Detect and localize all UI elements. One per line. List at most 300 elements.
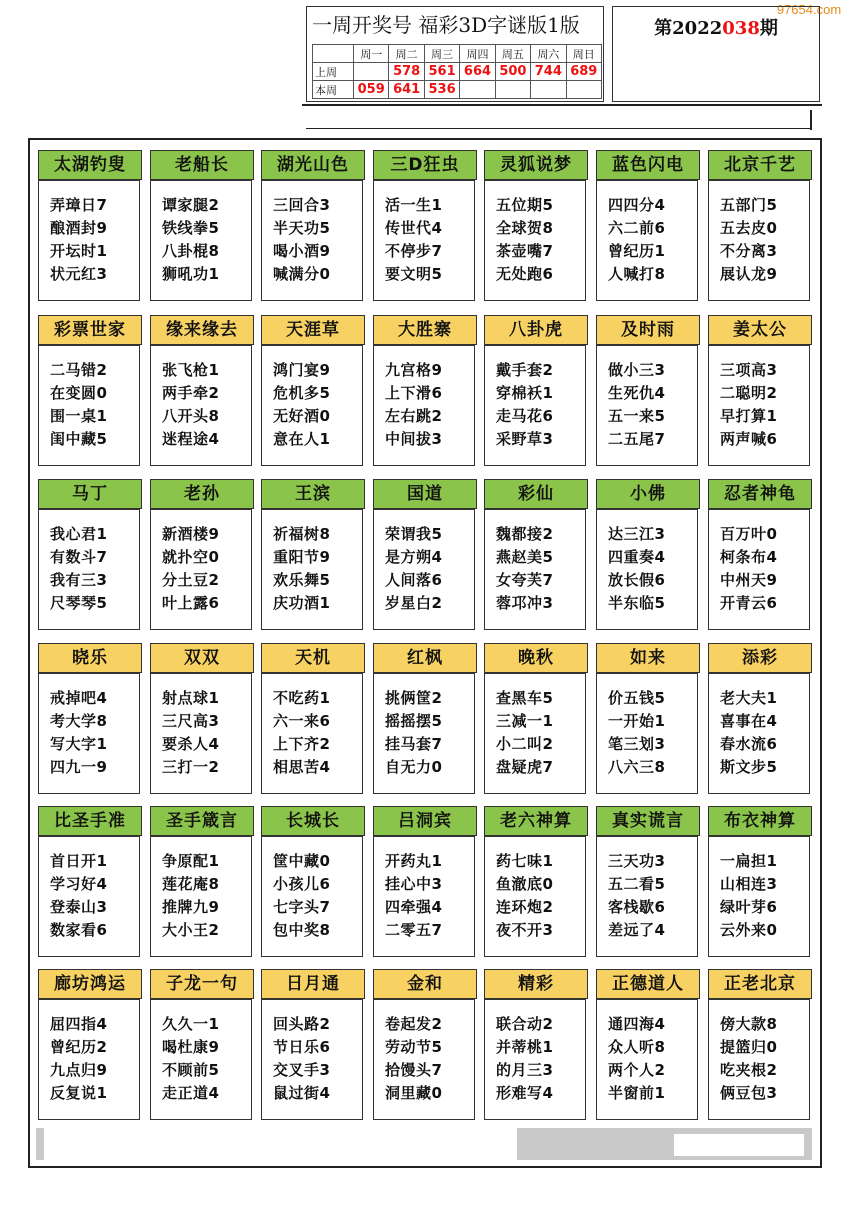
riddle-line: 在变圆0 (50, 384, 108, 402)
riddle-line: 三天功3 (608, 852, 666, 870)
panel-body (150, 509, 252, 630)
puzzle-panel (259, 479, 365, 631)
riddle-line: 做小三3 (608, 361, 666, 379)
puzzle-panel (371, 806, 477, 958)
panel-title: 晚秋 (484, 643, 588, 673)
riddle-line: 九点归9 (50, 1061, 108, 1079)
panel-title: 天涯草 (261, 315, 365, 345)
panel-title: 廊坊鸿运 (38, 969, 142, 999)
puzzle-panel (594, 150, 700, 302)
riddle-line: 三打一2 (162, 758, 220, 776)
riddle-line: 三回合3 (273, 196, 331, 214)
panel-title: 长城长 (261, 806, 365, 836)
puzzle-panel (36, 643, 142, 795)
panel-title: 彩仙 (484, 479, 588, 509)
riddle-line: 不分离3 (720, 242, 778, 260)
riddle-line: 酿酒封9 (50, 219, 108, 237)
riddle-line: 三尺高3 (162, 712, 220, 730)
riddle-line: 俩豆包3 (720, 1084, 778, 1102)
riddle-line: 意在人1 (273, 430, 331, 448)
riddle-line: 无好酒0 (273, 407, 331, 425)
riddle-line: 射点球1 (162, 689, 220, 707)
riddle-line: 三项高3 (720, 361, 778, 379)
riddle-line: 传世代4 (385, 219, 443, 237)
riddle-line: 喊满分0 (273, 265, 331, 283)
riddle-line: 围一桌1 (50, 407, 108, 425)
riddle-line: 洞里藏0 (385, 1084, 443, 1102)
panel-body (373, 345, 475, 466)
panel-body (150, 180, 252, 301)
puzzle-panel (594, 969, 700, 1121)
puzzle-panel (706, 479, 812, 631)
puzzle-panel (371, 150, 477, 302)
panel-title: 缘来缘去 (150, 315, 254, 345)
puzzle-panel (706, 969, 812, 1121)
panel-title: 正德道人 (596, 969, 700, 999)
panel-title: 老六神算 (484, 806, 588, 836)
riddle-line: 学习好4 (50, 875, 108, 893)
riddle-line: 二马错2 (50, 361, 108, 379)
history-row (313, 63, 602, 81)
riddle-line: 挂马套7 (385, 735, 443, 753)
puzzle-panel (36, 150, 142, 302)
panel-title: 姜太公 (708, 315, 812, 345)
panel-title: 添彩 (708, 643, 812, 673)
riddle-line: 挂心中3 (385, 875, 443, 893)
riddle-line: 摇摇摆5 (385, 712, 443, 730)
history-draw-number (460, 81, 495, 99)
history-draw-number (354, 63, 389, 81)
panel-body (150, 836, 252, 957)
riddle-line: 节日乐6 (273, 1038, 331, 1056)
riddle-line: 反复说1 (50, 1084, 108, 1102)
riddle-line: 傍大款8 (720, 1015, 778, 1033)
riddle-line: 四重奏4 (608, 548, 666, 566)
riddle-line: 劳动节5 (385, 1038, 443, 1056)
panel-title: 正老北京 (708, 969, 812, 999)
riddle-line: 人间落6 (385, 571, 443, 589)
riddle-line: 拾馒头7 (385, 1061, 443, 1079)
riddle-line: 小二叫2 (496, 735, 554, 753)
riddle-line: 五二看5 (608, 875, 666, 893)
riddle-line: 曾纪历2 (50, 1038, 108, 1056)
panel-title: 双双 (150, 643, 254, 673)
puzzle-panel (259, 643, 365, 795)
history-draw-number: 500 (495, 63, 530, 81)
riddle-line: 喝小酒9 (273, 242, 331, 260)
puzzle-panel (259, 150, 365, 302)
riddle-line: 数家看6 (50, 921, 108, 939)
history-draw-number: 744 (531, 63, 566, 81)
history-day-header: 周二 (389, 45, 424, 63)
riddle-line: 茶壶嘴7 (496, 242, 554, 260)
panel-title: 圣手箴言 (150, 806, 254, 836)
panel-body (708, 836, 810, 957)
puzzle-panel (482, 643, 588, 795)
panel-body (708, 673, 810, 794)
riddle-line: 药七味1 (496, 852, 554, 870)
riddle-line: 老大夫1 (720, 689, 778, 707)
panel-body (484, 673, 586, 794)
panel-body (596, 509, 698, 630)
panel-title: 小佛 (596, 479, 700, 509)
panel-title: 日月通 (261, 969, 365, 999)
history-row (313, 81, 602, 99)
draw-history-table (312, 44, 602, 99)
riddle-line: 重阳节9 (273, 548, 331, 566)
panel-title: 国道 (373, 479, 477, 509)
riddle-line: 喜事在4 (720, 712, 778, 730)
riddle-line: 挑俩筐2 (385, 689, 443, 707)
panel-title: 及时雨 (596, 315, 700, 345)
riddle-line: 并蒂桃1 (496, 1038, 554, 1056)
riddle-line: 开青云6 (720, 594, 778, 612)
riddle-line: 谭家腿2 (162, 196, 220, 214)
riddle-line: 女夸芙7 (496, 571, 554, 589)
riddle-line: 戴手套2 (496, 361, 554, 379)
history-draw-number: 664 (460, 63, 495, 81)
riddle-line: 魏都接2 (496, 525, 554, 543)
history-draw-number: 578 (389, 63, 424, 81)
panel-body (373, 836, 475, 957)
riddle-line: 不停步7 (385, 242, 443, 260)
riddle-line: 久久一1 (162, 1015, 220, 1033)
history-day-header: 周一 (354, 45, 389, 63)
riddle-line: 两声喊6 (720, 430, 778, 448)
panel-body (261, 345, 363, 466)
riddle-line: 八六三8 (608, 758, 666, 776)
riddle-line: 八开头8 (162, 407, 220, 425)
riddle-line: 推牌九9 (162, 898, 220, 916)
history-day-header: 周六 (531, 45, 566, 63)
puzzle-panel (259, 969, 365, 1121)
puzzle-panel (36, 806, 142, 958)
riddle-line: 屈四指4 (50, 1015, 108, 1033)
panel-title: 八卦虎 (484, 315, 588, 345)
puzzle-panel (259, 806, 365, 958)
panel-body (261, 836, 363, 957)
page-title: 一周开奖号 福彩3D字谜版1版 (312, 13, 580, 37)
panel-body (596, 999, 698, 1120)
puzzle-panel (148, 150, 254, 302)
history-draw-number (566, 81, 601, 99)
riddle-line: 包中奖8 (273, 921, 331, 939)
riddle-line: 放长假6 (608, 571, 666, 589)
riddle-line: 张飞枪1 (162, 361, 220, 379)
history-draw-number: 536 (424, 81, 459, 99)
riddle-line: 一扁担1 (720, 852, 778, 870)
puzzle-panel (259, 315, 365, 467)
riddle-line: 云外来0 (720, 921, 778, 939)
riddle-line: 上下齐2 (273, 735, 331, 753)
riddle-line: 八卦棍8 (162, 242, 220, 260)
riddle-line: 四九一9 (50, 758, 108, 776)
riddle-line: 柯条布4 (720, 548, 778, 566)
puzzle-panel (482, 315, 588, 467)
riddle-line: 笔三划3 (608, 735, 666, 753)
riddle-line: 危机多5 (273, 384, 331, 402)
riddle-line: 闺中藏5 (50, 430, 108, 448)
history-corner (313, 45, 354, 63)
riddle-line: 我有三3 (50, 571, 108, 589)
panel-title: 北京千艺 (708, 150, 812, 180)
panel-body (261, 673, 363, 794)
panel-title: 红枫 (373, 643, 477, 673)
riddle-line: 山相连3 (720, 875, 778, 893)
panel-body (373, 999, 475, 1120)
riddle-line: 的月三3 (496, 1061, 554, 1079)
riddle-line: 两手牵2 (162, 384, 220, 402)
riddle-line: 盘疑虎7 (496, 758, 554, 776)
divider (810, 110, 812, 130)
history-day-header: 周四 (460, 45, 495, 63)
panel-title: 子龙一句 (150, 969, 254, 999)
puzzle-panel (148, 643, 254, 795)
puzzle-panel (594, 315, 700, 467)
riddle-line: 客栈歇6 (608, 898, 666, 916)
riddle-line: 戒掉吧4 (50, 689, 108, 707)
riddle-line: 要杀人4 (162, 735, 220, 753)
footer-bar (36, 1128, 44, 1160)
riddle-line: 无处跑6 (496, 265, 554, 283)
riddle-line: 荣谓我5 (385, 525, 443, 543)
riddle-line: 人喊打8 (608, 265, 666, 283)
riddle-line: 庆功酒1 (273, 594, 331, 612)
puzzle-panel (706, 643, 812, 795)
puzzle-panel (594, 643, 700, 795)
riddle-line: 蓉邛冲3 (496, 594, 554, 612)
riddle-line: 二五尾7 (608, 430, 666, 448)
riddle-line: 不顾前5 (162, 1061, 220, 1079)
panel-title: 王滨 (261, 479, 365, 509)
panel-body (596, 673, 698, 794)
riddle-line: 绿叶芽6 (720, 898, 778, 916)
panel-body (150, 673, 252, 794)
riddle-line: 鼠过街4 (273, 1084, 331, 1102)
history-row-label: 本周 (313, 81, 354, 99)
riddle-line: 迷程途4 (162, 430, 220, 448)
riddle-line: 三减一1 (496, 712, 554, 730)
panel-title: 老船长 (150, 150, 254, 180)
panel-body (150, 999, 252, 1120)
riddle-line: 开药丸1 (385, 852, 443, 870)
riddle-line: 展认龙9 (720, 265, 778, 283)
riddle-line: 叶上露6 (162, 594, 220, 612)
history-draw-number: 641 (389, 81, 424, 99)
panel-body (484, 836, 586, 957)
puzzle-panel (706, 150, 812, 302)
panel-body (708, 509, 810, 630)
riddle-line: 中州天9 (720, 571, 778, 589)
panel-title: 吕洞宾 (373, 806, 477, 836)
riddle-line: 吃夹根2 (720, 1061, 778, 1079)
panel-body (708, 999, 810, 1120)
panel-body (484, 509, 586, 630)
puzzle-panel (706, 315, 812, 467)
riddle-line: 六二前6 (608, 219, 666, 237)
puzzle-panel (371, 479, 477, 631)
riddle-line: 五位期5 (496, 196, 554, 214)
riddle-line: 喝杜康9 (162, 1038, 220, 1056)
panel-body (261, 999, 363, 1120)
riddle-line: 二聪明2 (720, 384, 778, 402)
riddle-line: 有数斗7 (50, 548, 108, 566)
panel-title: 真实谎言 (596, 806, 700, 836)
panel-body (150, 345, 252, 466)
riddle-line: 一开始1 (608, 712, 666, 730)
riddle-line: 通四海4 (608, 1015, 666, 1033)
panel-body (261, 180, 363, 301)
riddle-line: 新酒楼9 (162, 525, 220, 543)
panel-title: 马丁 (38, 479, 142, 509)
panel-title: 三D狂虫 (373, 150, 477, 180)
history-draw-number: 059 (354, 81, 389, 99)
riddle-line: 走马花6 (496, 407, 554, 425)
riddle-line: 首日开1 (50, 852, 108, 870)
panel-title: 太湖钓叟 (38, 150, 142, 180)
history-row-label: 上周 (313, 63, 354, 81)
riddle-line: 尺琴琴5 (50, 594, 108, 612)
panel-body (596, 345, 698, 466)
riddle-line: 生死仇4 (608, 384, 666, 402)
history-day-header: 周日 (566, 45, 601, 63)
riddle-line: 穿棉袄1 (496, 384, 554, 402)
panel-body (373, 673, 475, 794)
riddle-line: 开坛时1 (50, 242, 108, 260)
panel-body (484, 345, 586, 466)
riddle-line: 鱼澈底0 (496, 875, 554, 893)
riddle-line: 祈福树8 (273, 525, 331, 543)
riddle-line: 相思苦4 (273, 758, 331, 776)
riddle-line: 左右跳2 (385, 407, 443, 425)
divider (306, 128, 812, 129)
riddle-line: 狮吼功1 (162, 265, 220, 283)
history-draw-number (495, 81, 530, 99)
riddle-line: 大小王2 (162, 921, 220, 939)
history-day-header: 周三 (424, 45, 459, 63)
riddle-line: 四四分4 (608, 196, 666, 214)
riddle-line: 卷起发2 (385, 1015, 443, 1033)
riddle-line: 七字头7 (273, 898, 331, 916)
riddle-line: 弄璋日7 (50, 196, 108, 214)
panel-body (38, 509, 140, 630)
puzzle-panel (594, 479, 700, 631)
puzzle-panel (148, 479, 254, 631)
history-draw-number: 561 (424, 63, 459, 81)
panel-title: 晓乐 (38, 643, 142, 673)
riddle-line: 查黑车5 (496, 689, 554, 707)
riddle-line: 争原配1 (162, 852, 220, 870)
panel-body (38, 673, 140, 794)
panel-body (708, 180, 810, 301)
puzzle-panel (371, 969, 477, 1121)
riddle-line: 五部门5 (720, 196, 778, 214)
puzzle-panel (371, 643, 477, 795)
panel-title: 精彩 (484, 969, 588, 999)
panel-body (484, 180, 586, 301)
history-draw-number: 689 (566, 63, 601, 81)
panel-body (484, 999, 586, 1120)
panel-title: 蓝色闪电 (596, 150, 700, 180)
panel-title: 金和 (373, 969, 477, 999)
puzzle-panel (371, 315, 477, 467)
panel-title: 如来 (596, 643, 700, 673)
riddle-line: 半东临5 (608, 594, 666, 612)
panel-title: 湖光山色 (261, 150, 365, 180)
panel-body (596, 836, 698, 957)
riddle-line: 铁线拳5 (162, 219, 220, 237)
puzzle-panel (148, 969, 254, 1121)
footer-blank (674, 1134, 804, 1156)
riddle-line: 联合动2 (496, 1015, 554, 1033)
riddle-line: 岁星白2 (385, 594, 443, 612)
riddle-line: 写大字1 (50, 735, 108, 753)
riddle-line: 六一来6 (273, 712, 331, 730)
panel-body (708, 345, 810, 466)
puzzle-panel (36, 479, 142, 631)
watermark: 97654.com (776, 2, 842, 17)
history-day-header: 周五 (495, 45, 530, 63)
riddle-line: 莲花庵8 (162, 875, 220, 893)
riddle-line: 五一来5 (608, 407, 666, 425)
panel-body (596, 180, 698, 301)
puzzle-panel (148, 806, 254, 958)
history-draw-number (531, 81, 566, 99)
riddle-line: 半窗前1 (608, 1084, 666, 1102)
riddle-line: 就扑空0 (162, 548, 220, 566)
issue-prefix: 第2022 (654, 18, 723, 39)
puzzle-panel (594, 806, 700, 958)
puzzle-panel (148, 315, 254, 467)
riddle-line: 要文明5 (385, 265, 443, 283)
riddle-line: 百万叶0 (720, 525, 778, 543)
divider (302, 104, 822, 106)
puzzle-panel (36, 315, 142, 467)
riddle-line: 回头路2 (273, 1015, 331, 1033)
panel-body (38, 345, 140, 466)
riddle-line: 春水流6 (720, 735, 778, 753)
panel-body (38, 180, 140, 301)
riddle-line: 众人听8 (608, 1038, 666, 1056)
riddle-line: 全球贺8 (496, 219, 554, 237)
panel-title: 大胜寨 (373, 315, 477, 345)
puzzle-panel (482, 969, 588, 1121)
riddle-line: 是方朔4 (385, 548, 443, 566)
panel-title: 天机 (261, 643, 365, 673)
riddle-line: 二零五7 (385, 921, 443, 939)
panel-body (373, 180, 475, 301)
riddle-line: 上下滑6 (385, 384, 443, 402)
riddle-line: 价五钱5 (608, 689, 666, 707)
panel-body (38, 999, 140, 1120)
issue-suffix: 期 (759, 18, 778, 39)
puzzle-panel (482, 479, 588, 631)
puzzle-panel (36, 969, 142, 1121)
riddle-line: 活一生1 (385, 196, 443, 214)
riddle-line: 连环炮2 (496, 898, 554, 916)
riddle-line: 斯文步5 (720, 758, 778, 776)
panel-title: 灵狐说梦 (484, 150, 588, 180)
riddle-line: 半天功5 (273, 219, 331, 237)
riddle-line: 采野草3 (496, 430, 554, 448)
panel-title: 忍者神龟 (708, 479, 812, 509)
riddle-line: 分土豆2 (162, 571, 220, 589)
riddle-line: 五去皮0 (720, 219, 778, 237)
puzzle-panel (482, 806, 588, 958)
riddle-line: 状元红3 (50, 265, 108, 283)
panel-title: 比圣手准 (38, 806, 142, 836)
riddle-line: 九宫格9 (385, 361, 443, 379)
